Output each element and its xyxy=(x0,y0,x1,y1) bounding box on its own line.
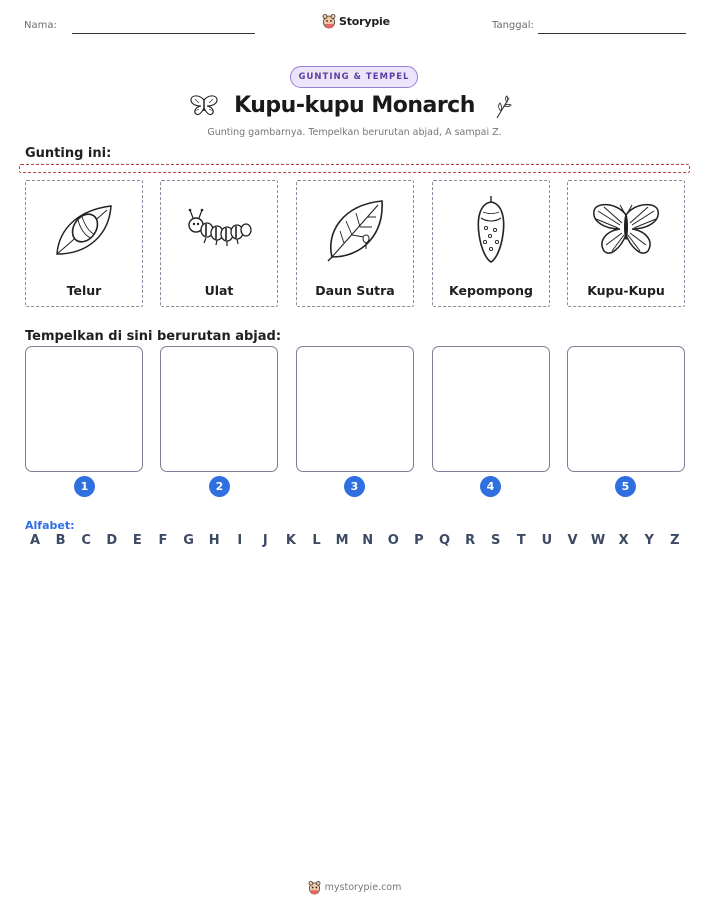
alphabet-letter: N xyxy=(362,533,374,548)
activity-badge: GUNTING & TEMPEL xyxy=(290,66,418,88)
alphabet-letter: B xyxy=(55,533,66,548)
cut-line xyxy=(19,164,690,173)
step-number-4: 4 xyxy=(480,476,501,497)
caterpillar-icon xyxy=(184,205,254,255)
alphabet-letter: I xyxy=(237,533,243,548)
cut-card-milkweed[interactable] xyxy=(296,180,414,307)
twig-icon xyxy=(494,94,514,120)
storypie-mascot-icon xyxy=(322,13,336,29)
step-number-3: 3 xyxy=(344,476,365,497)
alphabet-letter: D xyxy=(106,533,118,548)
footer xyxy=(0,880,709,895)
alphabet-letter: Z xyxy=(670,533,680,548)
alphabet-letter: Y xyxy=(644,533,654,548)
paste-box-5[interactable] xyxy=(567,346,685,472)
cut-card-label: Kupu-Kupu xyxy=(587,283,665,298)
alphabet-letter: V xyxy=(567,533,578,548)
alphabet-letter: O xyxy=(387,533,399,548)
alphabet-letter: C xyxy=(81,533,91,548)
cut-card-label: Ulat xyxy=(204,283,234,298)
paste-section-label: Tempelkan di sini berurutan abjad: xyxy=(25,329,282,344)
brand-name: Storypie xyxy=(339,14,390,28)
paste-box-4[interactable] xyxy=(432,346,550,472)
alphabet-letter: T xyxy=(516,533,526,548)
alphabet-letter: A xyxy=(29,533,41,548)
footer-url: mystorypie.com xyxy=(324,882,402,893)
chrysalis-icon xyxy=(471,194,511,266)
alphabet-letter: G xyxy=(183,533,194,548)
paste-box-1[interactable] xyxy=(25,346,143,472)
alphabet-row xyxy=(25,533,685,548)
alphabet-label: Alfabet: xyxy=(25,519,75,532)
brand-logo xyxy=(322,13,390,29)
alphabet-letter: W xyxy=(590,533,606,548)
name-label: Nama: xyxy=(24,20,57,31)
step-number-5: 5 xyxy=(615,476,636,497)
cut-card-egg[interactable] xyxy=(25,180,143,307)
alphabet-letter: E xyxy=(132,533,142,548)
paste-box-2[interactable] xyxy=(160,346,278,472)
step-number-2: 2 xyxy=(209,476,230,497)
alphabet-letter: F xyxy=(158,533,168,548)
alphabet-letter: P xyxy=(414,533,424,548)
instructions: Gunting gambarnya. Tempelkan berurutan abjad, A sampai Z. xyxy=(207,127,502,138)
step-number-1: 1 xyxy=(74,476,95,497)
butterfly-icon xyxy=(590,201,662,259)
page-title: Kupu-kupu Monarch xyxy=(234,93,475,118)
cut-section-label: Gunting ini: xyxy=(25,146,112,161)
date-line[interactable] xyxy=(538,33,686,34)
cut-card-caterpillar[interactable] xyxy=(160,180,278,307)
alphabet-letter: U xyxy=(541,533,553,548)
alphabet-letter: J xyxy=(262,533,268,548)
alphabet-letter: H xyxy=(208,533,220,548)
cut-card-butterfly[interactable] xyxy=(567,180,685,307)
storypie-mascot-icon xyxy=(308,880,321,895)
cut-card-label: Kepompong xyxy=(449,283,533,298)
alphabet-letter: M xyxy=(335,533,349,548)
leaf-egg-icon xyxy=(49,198,119,262)
milkweed-leaf-icon xyxy=(322,195,388,265)
alphabet-letter: R xyxy=(465,533,476,548)
cut-card-chrysalis[interactable] xyxy=(432,180,550,307)
alphabet-letter: Q xyxy=(438,533,451,548)
alphabet-letter: L xyxy=(312,533,321,548)
alphabet-letter: K xyxy=(285,533,296,548)
cut-card-label: Daun Sutra xyxy=(315,283,395,298)
date-label: Tanggal: xyxy=(492,20,534,31)
alphabet-letter: X xyxy=(618,533,629,548)
paste-box-3[interactable] xyxy=(296,346,414,472)
name-line[interactable] xyxy=(72,33,255,34)
cut-card-label: Telur xyxy=(66,283,102,298)
alphabet-letter: S xyxy=(491,533,501,548)
